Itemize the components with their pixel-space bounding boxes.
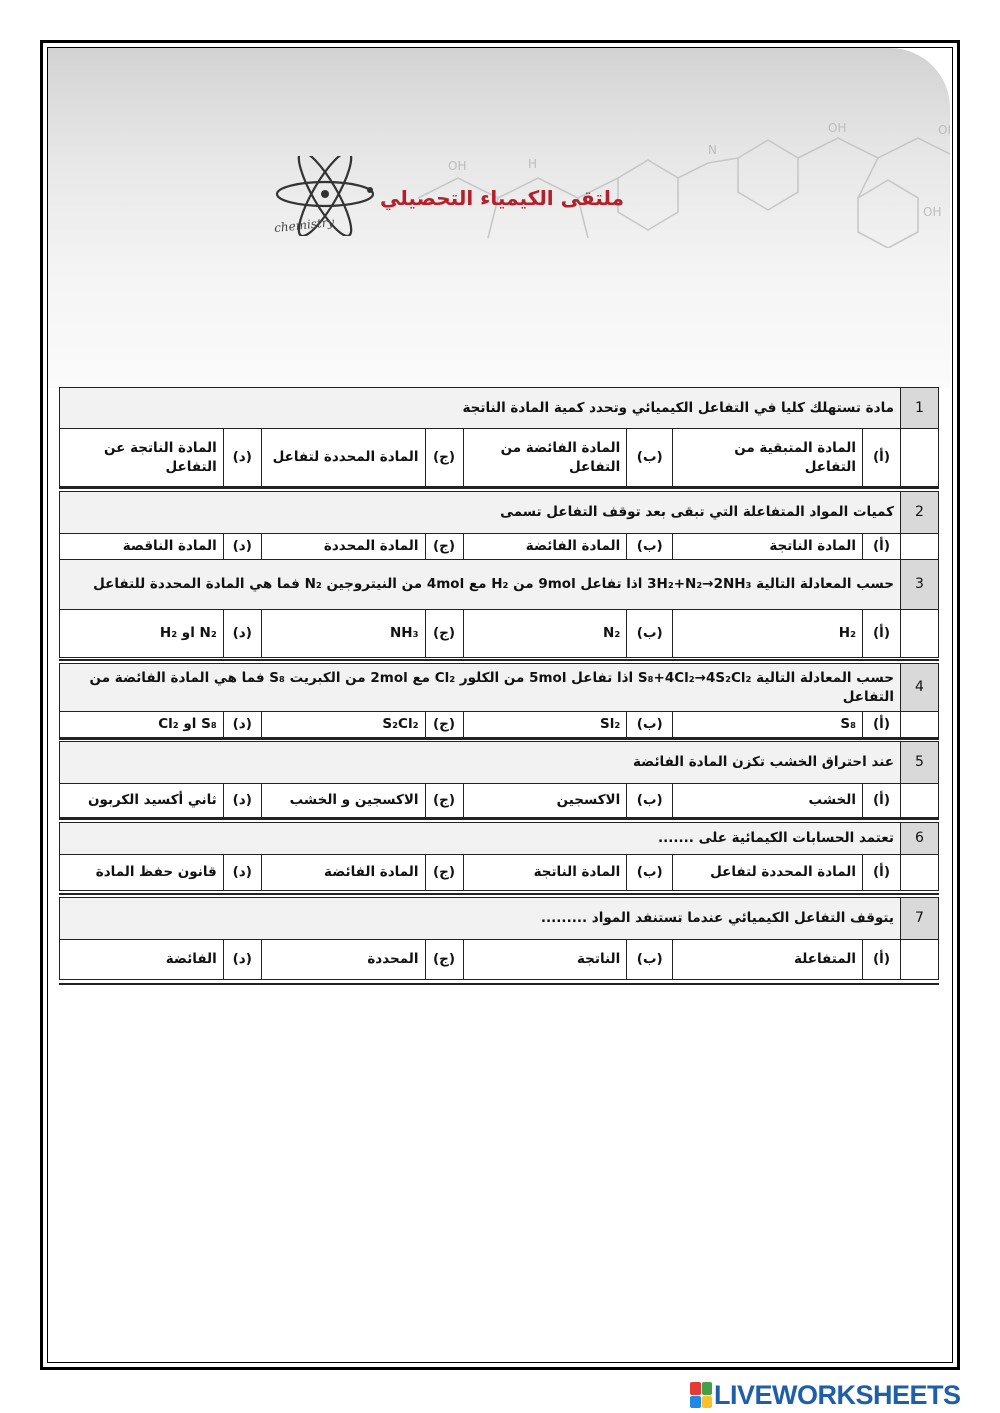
question-4 bbox=[59, 663, 939, 738]
answer-cell[interactable] bbox=[901, 784, 939, 818]
question-1 bbox=[59, 387, 939, 487]
svg-text:OH: OH bbox=[938, 123, 957, 137]
option-letter: (أ) bbox=[863, 534, 901, 560]
question-stem: كميات المواد المتفاعلة التي تبقى بعد توقف التفاعل تسمى bbox=[60, 492, 901, 534]
question-stem: حسب المعادلة التالية 3H₂+N₂→2NH₃ اذا تفاعل 9mol من H₂ مع 4mol من النيتروجين N₂ فما هي المادة المحددة للتفاعل bbox=[60, 560, 901, 610]
question-stem: حسب المعادلة التالية S₈+4Cl₂→4S₂Cl₂ اذا تفاعل 5mol من الكلور Cl₂ مع 2mol من الكبريت S₈ فما هي المادة الفائضة من التفاعل bbox=[60, 664, 901, 712]
option-letter: (د) bbox=[223, 429, 261, 487]
option-letter: (أ) bbox=[863, 712, 901, 738]
option-letter: (ب) bbox=[627, 940, 673, 980]
option-letter: (د) bbox=[223, 940, 261, 980]
option-d[interactable]: الفائضة bbox=[60, 940, 224, 980]
option-letter: (ب) bbox=[627, 784, 673, 818]
option-a[interactable]: المادة المحددة لتفاعل bbox=[673, 855, 863, 891]
option-b[interactable]: المادة الفائضة من التفاعل bbox=[463, 429, 627, 487]
liveworksheets-logo bbox=[690, 1378, 961, 1412]
logo-subtitle: chemistry bbox=[273, 214, 335, 236]
svg-text:OH: OH bbox=[828, 121, 847, 135]
option-a[interactable]: المادة الناتجة bbox=[673, 534, 863, 560]
option-d[interactable]: ثاني أكسيد الكربون bbox=[60, 784, 224, 818]
option-c[interactable]: S₂Cl₂ bbox=[261, 712, 425, 738]
liveworksheets-icon bbox=[690, 1382, 712, 1408]
question-stem: تعتمد الحسابات الكيمائية على ....... bbox=[60, 823, 901, 855]
chemistry-logo bbox=[270, 156, 690, 246]
answer-cell[interactable] bbox=[901, 855, 939, 891]
question-number: 3 bbox=[901, 560, 939, 610]
header-banner bbox=[48, 48, 957, 388]
option-letter: (د) bbox=[223, 534, 261, 560]
option-c[interactable]: المادة المحددة bbox=[261, 534, 425, 560]
answer-cell[interactable] bbox=[901, 429, 939, 487]
option-letter: (ج) bbox=[425, 940, 463, 980]
option-letter: (أ) bbox=[863, 940, 901, 980]
option-d[interactable]: S₈ او Cl₂ bbox=[60, 712, 224, 738]
option-b[interactable]: الناتجة bbox=[463, 940, 627, 980]
option-d[interactable]: N₂ او H₂ bbox=[60, 610, 224, 658]
option-b[interactable]: المادة الناتجة bbox=[463, 855, 627, 891]
question-number: 5 bbox=[901, 742, 939, 784]
option-c[interactable]: المحددة bbox=[261, 940, 425, 980]
option-c[interactable]: الاكسجين و الخشب bbox=[261, 784, 425, 818]
question-5 bbox=[59, 741, 939, 818]
option-letter: (أ) bbox=[863, 610, 901, 658]
question-separator bbox=[59, 487, 939, 489]
option-d[interactable]: قانون حفظ المادة bbox=[60, 855, 224, 891]
option-letter: (ج) bbox=[425, 534, 463, 560]
question-separator bbox=[59, 738, 939, 740]
answer-cell[interactable] bbox=[901, 534, 939, 560]
question-3 bbox=[59, 559, 939, 658]
option-letter: (ب) bbox=[627, 610, 673, 658]
answer-cell[interactable] bbox=[901, 940, 939, 980]
option-letter: (ج) bbox=[425, 784, 463, 818]
question-separator bbox=[59, 893, 939, 895]
question-6 bbox=[59, 822, 939, 891]
option-b[interactable]: المادة الفائضة bbox=[463, 534, 627, 560]
option-b[interactable]: الاكسجين bbox=[463, 784, 627, 818]
option-a[interactable]: المادة المتبقية من التفاعل bbox=[673, 429, 863, 487]
option-letter: (أ) bbox=[863, 429, 901, 487]
option-c[interactable]: المادة المحددة لتفاعل bbox=[261, 429, 425, 487]
question-number: 6 bbox=[901, 823, 939, 855]
question-separator bbox=[59, 818, 939, 820]
svg-text:OH: OH bbox=[448, 159, 467, 173]
question-number: 7 bbox=[901, 898, 939, 940]
option-letter: (ج) bbox=[425, 855, 463, 891]
option-c[interactable]: المادة الفائضة bbox=[261, 855, 425, 891]
option-letter: (د) bbox=[223, 855, 261, 891]
option-letter: (ج) bbox=[425, 712, 463, 738]
option-letter: (د) bbox=[223, 712, 261, 738]
answer-cell[interactable] bbox=[901, 610, 939, 658]
option-d[interactable]: المادة الناتجة عن التفاعل bbox=[60, 429, 224, 487]
question-number: 2 bbox=[901, 492, 939, 534]
option-letter: (ب) bbox=[627, 855, 673, 891]
option-letter: (ب) bbox=[627, 429, 673, 487]
option-c[interactable]: NH₃ bbox=[261, 610, 425, 658]
option-a[interactable]: H₂ bbox=[673, 610, 863, 658]
option-letter: (أ) bbox=[863, 855, 901, 891]
option-b[interactable]: N₂ bbox=[463, 610, 627, 658]
option-letter: (أ) bbox=[863, 784, 901, 818]
question-number: 4 bbox=[901, 664, 939, 712]
option-letter: (د) bbox=[223, 784, 261, 818]
option-a[interactable]: المتفاعلة bbox=[673, 940, 863, 980]
logo-title: ملتقى الكيمياء التحصيلي bbox=[380, 186, 624, 210]
question-stem: عند احتراق الخشب تكزن المادة الفائضة bbox=[60, 742, 901, 784]
option-letter: (ب) bbox=[627, 534, 673, 560]
option-letter: (ب) bbox=[627, 712, 673, 738]
question-7 bbox=[59, 897, 939, 980]
option-letter: (د) bbox=[223, 610, 261, 658]
option-d[interactable]: المادة الناقصة bbox=[60, 534, 224, 560]
svg-text:N: N bbox=[708, 143, 717, 157]
question-separator bbox=[59, 983, 939, 985]
option-letter: (ج) bbox=[425, 429, 463, 487]
svg-text:OH: OH bbox=[923, 205, 942, 219]
answer-cell[interactable] bbox=[901, 712, 939, 738]
liveworksheets-brand: LIVEWORKSHEETS bbox=[714, 1379, 961, 1410]
question-separator bbox=[59, 659, 939, 661]
question-number: 1 bbox=[901, 388, 939, 429]
question-stem: يتوقف التفاعل الكيميائي عندما تستنفد المواد ......... bbox=[60, 898, 901, 940]
option-a[interactable]: الخشب bbox=[673, 784, 863, 818]
question-2 bbox=[59, 491, 939, 560]
option-a[interactable]: S₈ bbox=[673, 712, 863, 738]
question-stem: مادة تستهلك كليا في التفاعل الكيميائي وتحدد كمية المادة الناتجة bbox=[60, 388, 901, 429]
option-letter: (ج) bbox=[425, 610, 463, 658]
option-b[interactable]: Sl₂ bbox=[463, 712, 627, 738]
svg-text:H: H bbox=[528, 157, 538, 171]
